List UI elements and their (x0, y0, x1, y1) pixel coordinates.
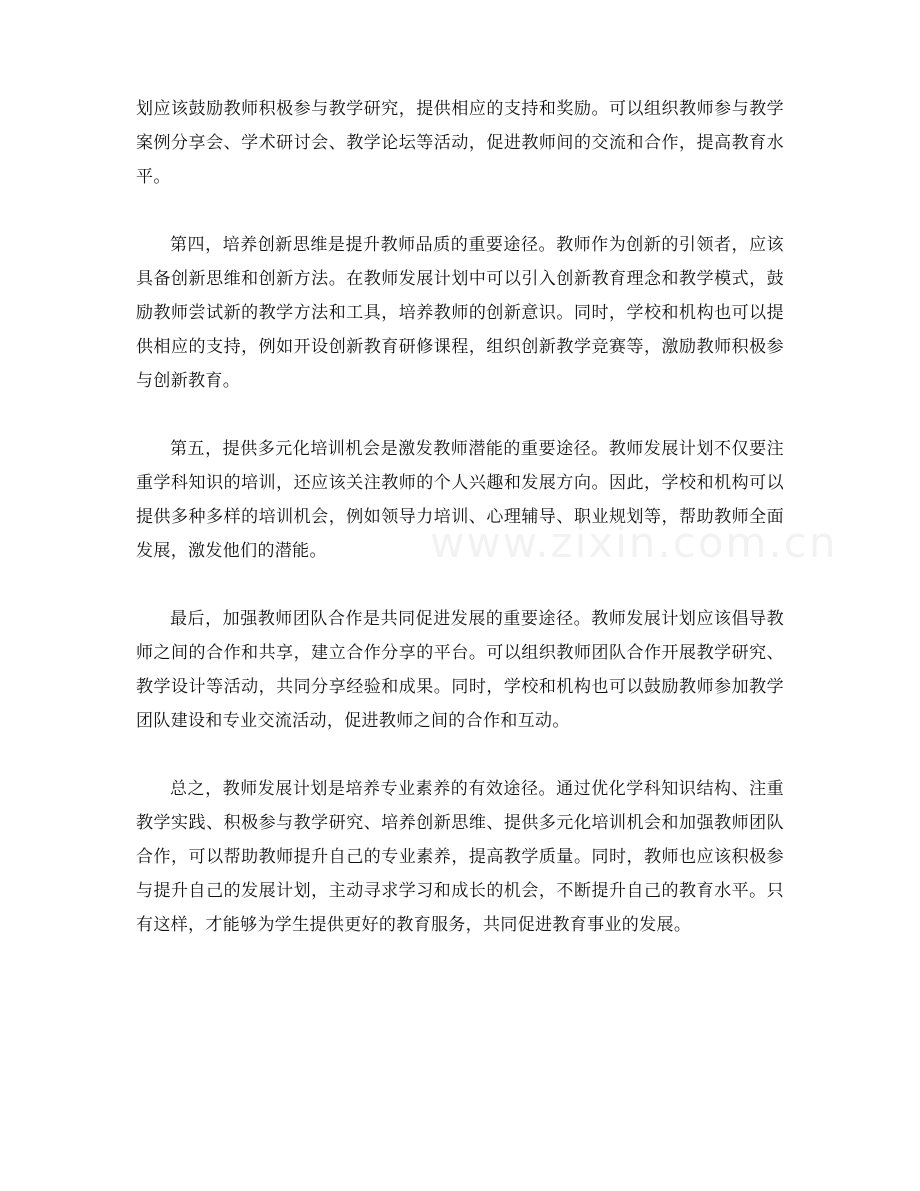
document-body (136, 92, 784, 976)
paragraph-conclusion: 总之，教师发展计划是培养专业素养的有效途径。通过优化学科知识结构、注重教学实践、积极参与教学研究、培养创新思维、提供多元化培训机会和加强教师团队合作，可以帮助教师提升自己的专业素养，提高教学质量。同时，教师也应该积极参与提升自己的发展计划，主动寻求学习和成长的机会，不断提升自己的教育水平。只有这样，才能够为学生提供更好的教育服务，共同促进教育事业的发展。 (136, 779, 784, 935)
paragraph-continuation: 划应该鼓励教师积极参与教学研究，提供相应的支持和奖励。可以组织教师参与教学案例分享会、学术研讨会、教学论坛等活动，促进教师间的交流和合作，提高教育水平。 (136, 99, 784, 187)
paragraph-fifth-point: 第五，提供多元化培训机会是激发教师潜能的重要途径。教师发展计划不仅要注重学科知识的培训，还应该关注教师的个人兴趣和发展方向。因此，学校和机构可以提供多种多样的培训机会，例如领导力培训、心理辅导、职业规划等，帮助教师全面发展，激发他们的潜能。 (136, 439, 784, 561)
paragraph-fourth-point: 第四，培养创新思维是提升教师品质的重要途径。教师作为创新的引领者，应该具备创新思维和创新方法。在教师发展计划中可以引入创新教育理念和教学模式，鼓励教师尝试新的教学方法和工具，培养教师的创新意识。同时，学校和机构也可以提供相应的支持，例如开设创新教育研修课程，组织创新教学竞赛等，激励教师积极参与创新教育。 (136, 235, 784, 391)
watermark-text: www.zixin.com.cn (430, 518, 838, 567)
paragraph-final-point: 最后，加强教师团队合作是共同促进发展的重要途径。教师发展计划应该倡导教师之间的合作和共享，建立合作分享的平台。可以组织教师团队合作开展教学研究、教学设计等活动，共同分享经验和成果。同时，学校和机构也可以鼓励教师参加教学团队建设和专业交流活动，促进教师之间的合作和互动。 (136, 609, 784, 731)
